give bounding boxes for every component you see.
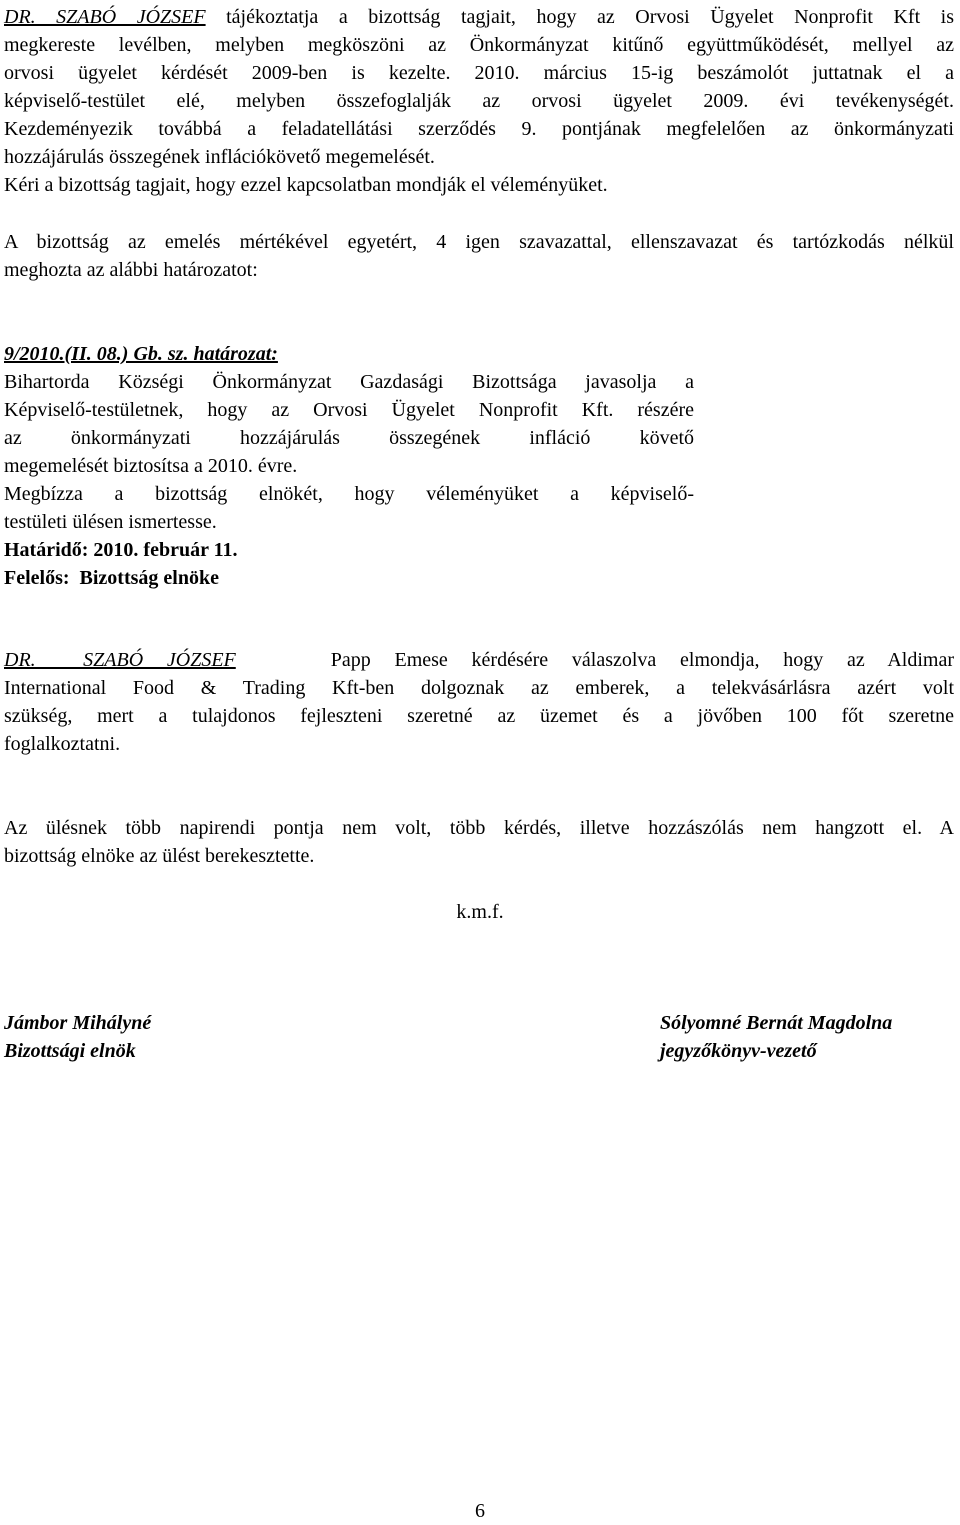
paragraph-1-line: Kezdeményezik továbbá a feladatellátási szerződés 9. pontjának megfelelően az önkormányzati <box>4 118 954 140</box>
paragraph-1-line: megkereste levélben, melyben megköszöni az Önkormányzat kitűnő együttműködését, mellyel az <box>4 34 954 56</box>
paragraph-1-line: képviselő-testület elé, melyben összefoglalják az orvosi ügyelet 2009. évi tevékenységét. <box>4 90 954 112</box>
paragraph-1-line: hozzájárulás összegének inflációkövető megemelését. <box>4 146 435 168</box>
paragraph-3-line: szükség, mert a tulajdonos fejleszteni szeretné az üzemet és a jövőben 100 főt szeretne <box>4 705 954 727</box>
resolution-number: 9/2010.(II. 08.) Gb. sz. határozat: <box>4 343 278 365</box>
resolution-deadline: Határidő: 2010. február 11. <box>4 539 238 561</box>
signature-left-role: Bizottsági elnök <box>4 1040 136 1062</box>
resolution-line: Bihartorda Községi Önkormányzat Gazdasági Bizottsága javasolja a <box>4 371 694 393</box>
paragraph-1-line: Kéri a bizottság tagjait, hogy ezzel kapcsolatban mondják el véleményüket. <box>4 174 608 196</box>
signature-right-role: jegyzőkönyv-vezető <box>660 1040 817 1062</box>
signature-right-name: Sólyomné Bernát Magdolna <box>660 1012 893 1034</box>
paragraph-2-line: meghozta az alábbi határozatot: <box>4 259 258 281</box>
signature-left-name: Jámbor Mihályné <box>4 1012 152 1034</box>
paragraph-1 <box>4 3 954 199</box>
paragraph-3-line: foglalkoztatni. <box>4 733 121 755</box>
resolution-line: az önkormányzati hozzájárulás összegének infláció követő <box>4 427 694 449</box>
paragraph-1-line: orvosi ügyelet kérdését 2009-ben is kezelte. 2010. március 15-ig beszámolót juttatnak el a <box>4 62 954 84</box>
signature-left <box>4 1009 151 1065</box>
paragraph-4-line: bizottság elnöke az ülést berekesztette. <box>4 845 315 867</box>
paragraph-1-line: tájékoztatja a bizottság tagjait, hogy az Orvosi Ügyelet Nonprofit Kft is <box>226 6 954 28</box>
page-number: 6 <box>475 1500 485 1522</box>
resolution-line: Megbízza a bizottság elnökét, hogy véleményüket a képviselő- <box>4 483 694 505</box>
speaker-name: DR. SZABÓ JÓZSEF <box>4 6 206 28</box>
speaker-name: DR. SZABÓ JÓZSEF <box>4 649 236 671</box>
resolution-line: megemelését biztosítsa a 2010. évre. <box>4 455 298 477</box>
paragraph-2 <box>4 228 954 284</box>
paragraph-3-line: Papp Emese kérdésére válaszolva elmondja, hogy az Aldimar <box>330 649 954 671</box>
paragraph-3 <box>4 646 954 758</box>
resolution-line: Képviselő-testületnek, hogy az Orvosi Ügyelet Nonprofit Kft. részére <box>4 399 694 421</box>
resolution-block <box>4 340 954 592</box>
paragraph-3-line: International Food & Trading Kft-ben dolgoznak az emberek, a telekvásárlásra azért volt <box>4 677 954 699</box>
resolution-responsible: Felelős: Bizottság elnöke <box>4 567 219 589</box>
kmf-marker: k.m.f. <box>456 901 504 923</box>
paragraph-4 <box>4 814 954 870</box>
signature-right <box>660 1009 892 1065</box>
paragraph-2-line: A bizottság az emelés mértékével egyetért, 4 igen szavazattal, ellenszavazat és tartózkodás nélkül <box>4 231 954 253</box>
paragraph-4-line: Az ülésnek több napirendi pontja nem volt, több kérdés, illetve hozzászólás nem hangzott el. A <box>4 817 954 839</box>
resolution-line: testületi ülésen ismertesse. <box>4 511 217 533</box>
